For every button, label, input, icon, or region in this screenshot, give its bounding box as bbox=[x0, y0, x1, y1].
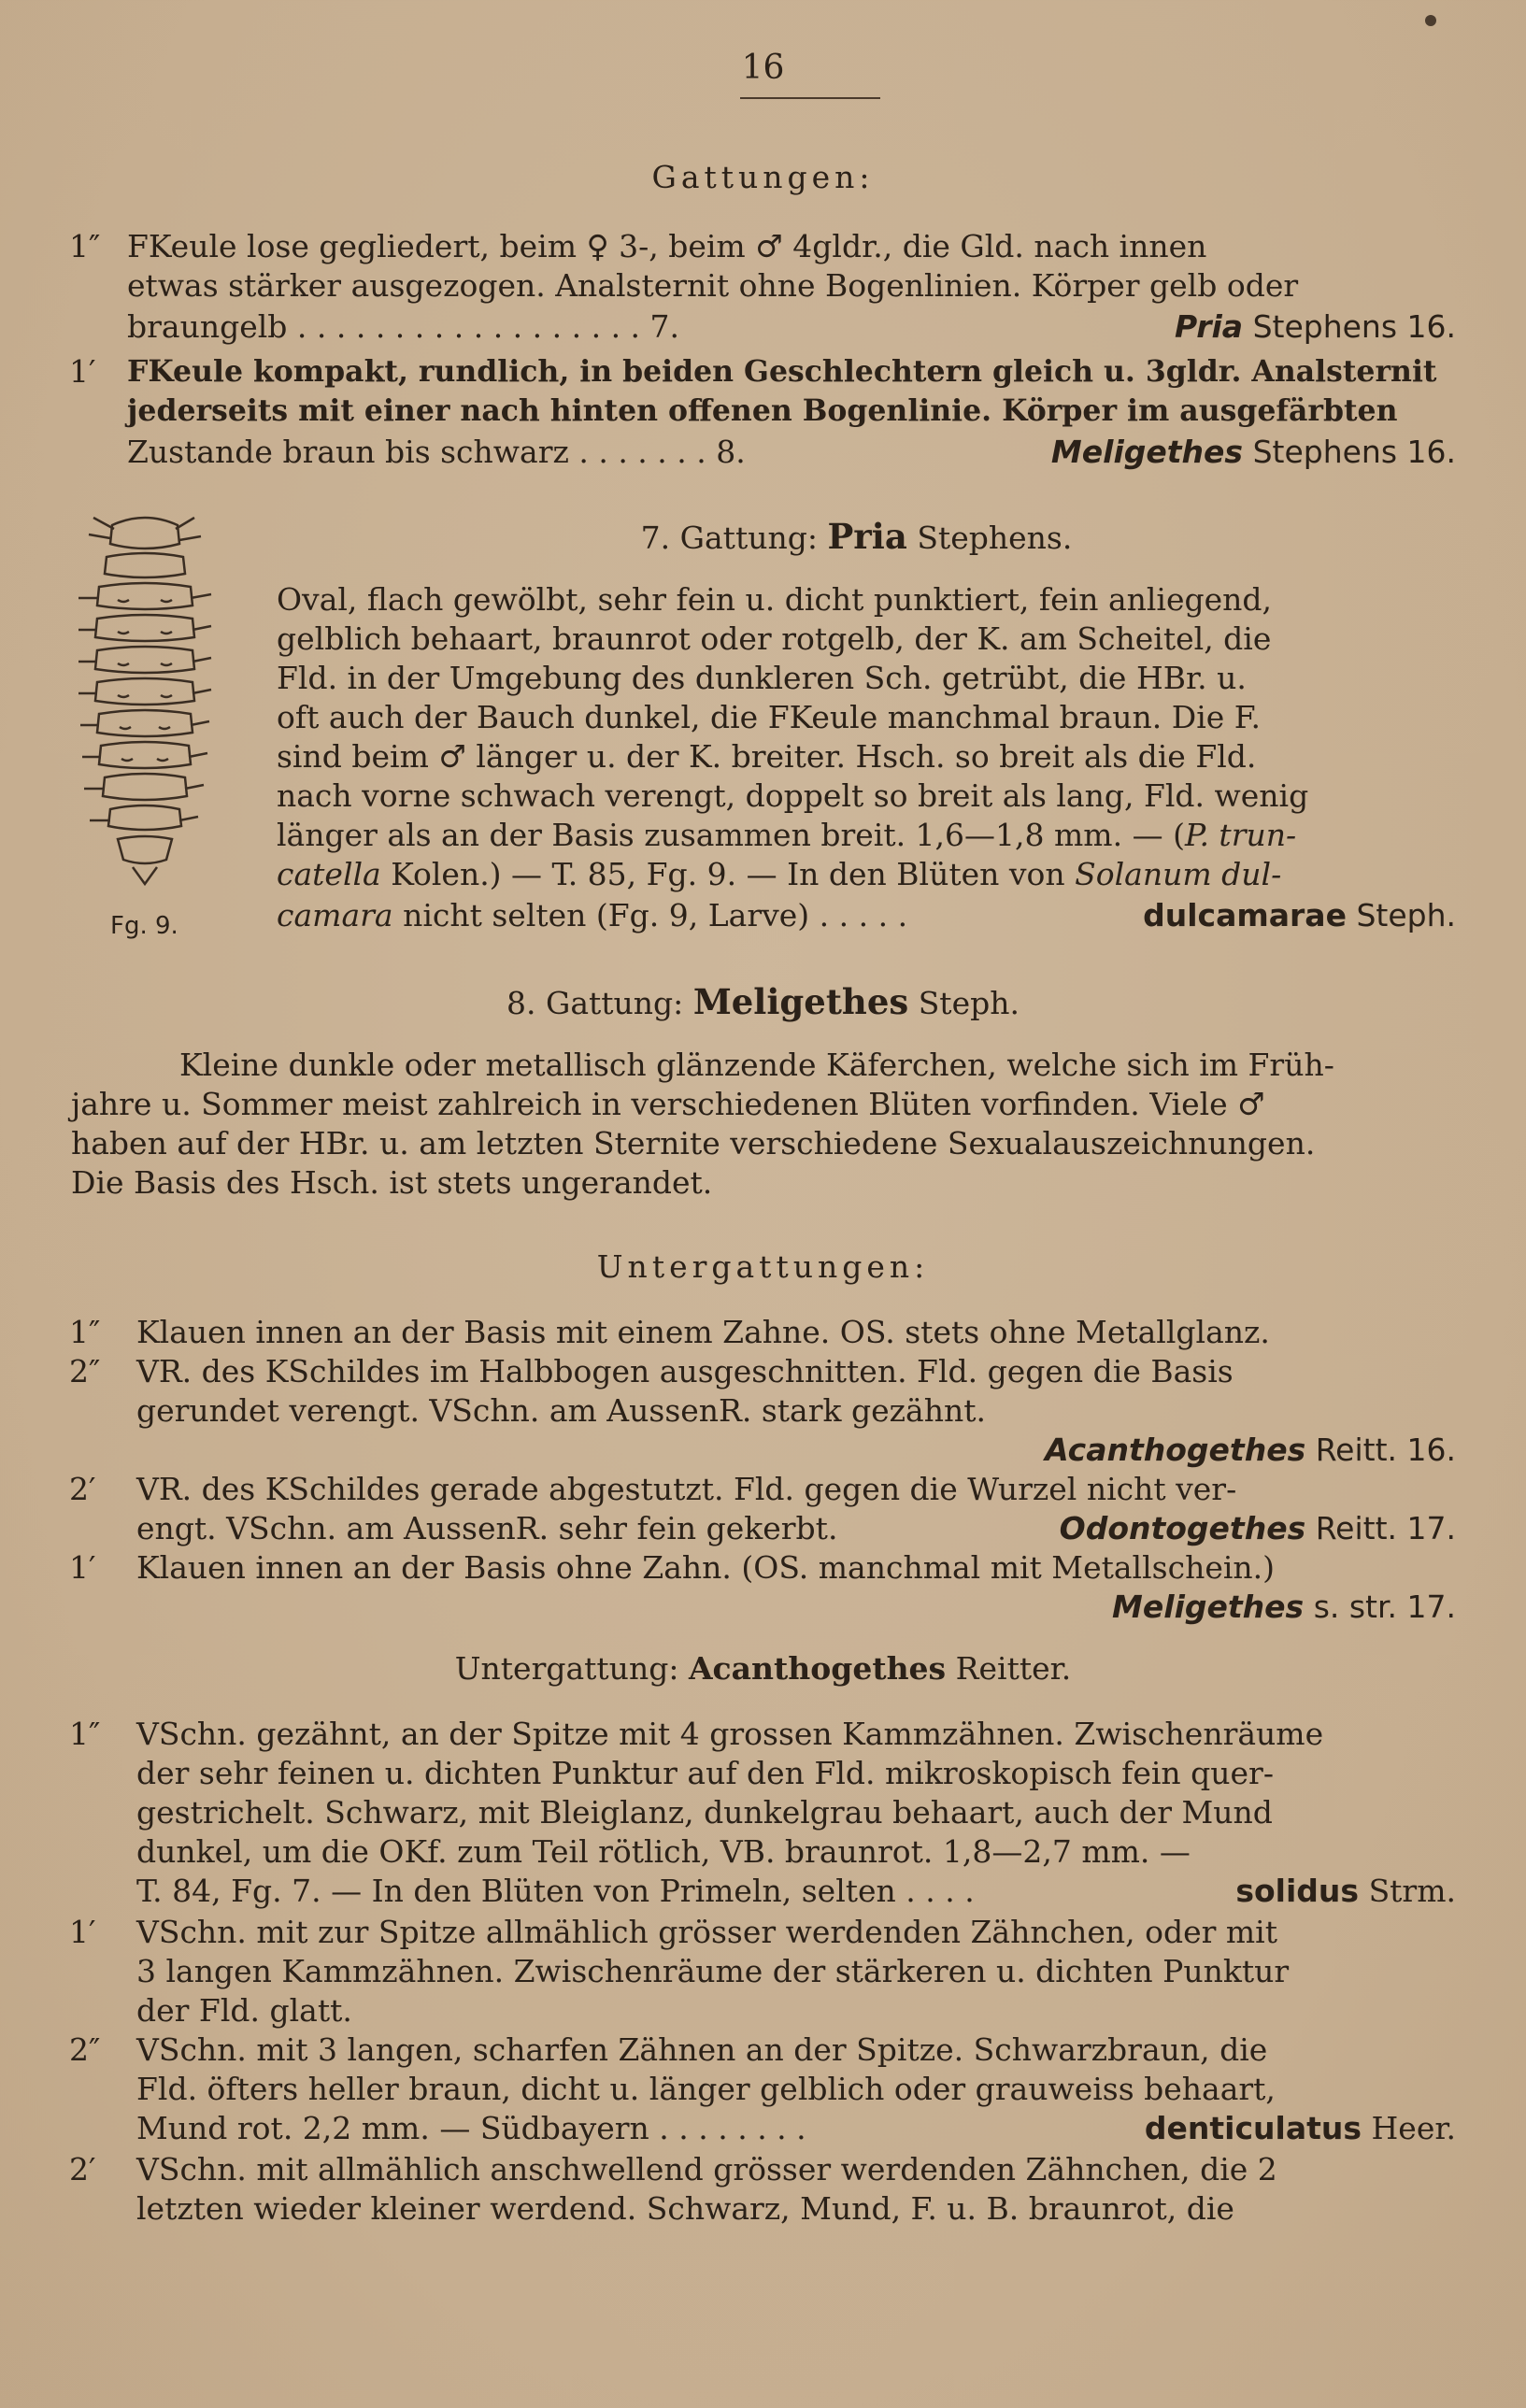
description-line: Fld. in der Umgebung des dunkleren Sch. getrübt, die HBr. u. bbox=[277, 660, 1247, 696]
species-name: denticulatus bbox=[1144, 2110, 1362, 2146]
page-number-rule bbox=[740, 97, 880, 99]
key-line: letzten wieder kleiner werdend. Schwarz, Mund, F. u. B. braunrot, die bbox=[136, 2190, 1234, 2227]
key-line: VR. des KSchildes im Halbbogen ausgeschnitten. Fld. gegen die Basis bbox=[136, 1353, 1234, 1389]
description-line: Oval, flach gewölbt, sehr fein u. dicht punktiert, fein anliegend, bbox=[277, 581, 1273, 618]
key-line: der Fld. glatt. bbox=[136, 1992, 352, 2029]
genus-author: Reitt. 17. bbox=[1315, 1510, 1456, 1546]
key-line: VSchn. gezähnt, an der Spitze mit 4 grossen Kammzähnen. Zwischenräume bbox=[136, 1716, 1324, 1752]
genus-author: Reitt. 16. bbox=[1315, 1432, 1456, 1468]
key-line: Zustande braun bis schwarz . . . . . . . 8. Meligethes Stephens 16. bbox=[127, 434, 1456, 470]
key-line: 3 langen Kammzähnen. Zwischenräume der stärkeren u. dichten Punktur bbox=[136, 1953, 1290, 1989]
description-line: sind beim ♂ länger u. der K. breiter. Hsch. so breit als die Fld. bbox=[277, 738, 1257, 775]
description-line: oft auch der Bauch dunkel, die FKeule manchmal braun. Die F. bbox=[277, 699, 1262, 735]
key-line: FKeule kompakt, rundlich, in beiden Geschlechtern gleich u. 3gldr. Analsternit bbox=[127, 354, 1437, 389]
key-number: 2″ bbox=[69, 2031, 101, 2068]
key-result bbox=[1045, 1432, 1456, 1469]
species-author: Heer. bbox=[1371, 2110, 1456, 2146]
key-line: gerundet verengt. VSchn. am AussenR. stark gezähnt. bbox=[136, 1392, 986, 1429]
heading-subgenus: Untergattung: Acanthogethes Reitter. bbox=[454, 1650, 1072, 1687]
key-line: etwas stärker ausgezogen. Analsternit ohne Bogenlinien. Körper gelb oder bbox=[127, 267, 1299, 304]
genus-author: Stephens 16. bbox=[1252, 308, 1456, 345]
description-line: Die Basis des Hsch. ist stets ungerandet. bbox=[71, 1164, 713, 1201]
genus-name: Pria bbox=[1175, 308, 1244, 345]
genus-name: Meligethes bbox=[1050, 434, 1244, 470]
description-line: camara nicht selten (Fg. 9, Larve) . . . . . dulcamarae Steph. bbox=[277, 897, 1456, 933]
heading-genus-7: 7. Gattung: Pria Stephens. bbox=[640, 516, 1073, 557]
genus-name: Odontogethes bbox=[1059, 1510, 1306, 1546]
key-number: 2″ bbox=[69, 1353, 101, 1389]
key-line: gestrichelt. Schwarz, mit Bleiglanz, dunkelgrau behaart, auch der Mund bbox=[136, 1794, 1273, 1831]
species-author: Strm. bbox=[1368, 1873, 1456, 1909]
key-line: VSchn. mit zur Spitze allmählich grösser werdenden Zähnchen, oder mit bbox=[136, 1914, 1277, 1950]
species-author: Steph. bbox=[1356, 897, 1456, 933]
key-number: 1′ bbox=[69, 1549, 96, 1586]
description-line: Kleine dunkle oder metallisch glänzende Käferchen, welche sich im Früh- bbox=[179, 1047, 1334, 1083]
genus-author: Stephens 16. bbox=[1252, 434, 1456, 470]
key-number: 1′ bbox=[69, 353, 96, 390]
key-number: 1″ bbox=[69, 1314, 101, 1350]
key-number: 1″ bbox=[69, 1716, 101, 1752]
key-line: jederseits mit einer nach hinten offenen Bogenlinie. Körper im ausgefärbten bbox=[127, 393, 1398, 428]
key-line: der sehr feinen u. dichten Punktur auf den Fld. mikroskopisch fein quer- bbox=[136, 1755, 1274, 1791]
figure-caption: Fg. 9. bbox=[110, 912, 178, 940]
key-line: engt. VSchn. am AussenR. sehr fein gekerbt. Odontogethes Reitt. 17. bbox=[136, 1510, 1456, 1546]
key-line: VSchn. mit allmählich anschwellend grösser werdenden Zähnchen, die 2 bbox=[136, 2151, 1277, 2187]
genus-author: s. str. 17. bbox=[1313, 1589, 1456, 1625]
key-line: T. 84, Fg. 7. — In den Blüten von Primeln, selten . . . . solidus Strm. bbox=[136, 1873, 1456, 1909]
ink-spot bbox=[1425, 15, 1436, 26]
key-line: VR. des KSchildes gerade abgestutzt. Fld. gegen die Wurzel nicht ver- bbox=[136, 1471, 1237, 1507]
key-line: Mund rot. 2,2 mm. — Südbayern . . . . . . . . denticulatus Heer. bbox=[136, 2110, 1456, 2146]
description-line: länger als an der Basis zusammen breit. 1,6—1,8 mm. — (P. trun- bbox=[277, 817, 1297, 853]
larva-icon bbox=[75, 512, 215, 905]
genus-name: Meligethes bbox=[1112, 1589, 1305, 1625]
key-number: 2′ bbox=[69, 2151, 96, 2187]
species-name: solidus bbox=[1235, 1873, 1360, 1909]
heading-genus-8: 8. Gattung: Meligethes Steph. bbox=[506, 981, 1020, 1022]
key-line: Klauen innen an der Basis mit einem Zahne. OS. stets ohne Metallglanz. bbox=[136, 1314, 1270, 1350]
species-name: dulcamarae bbox=[1143, 897, 1347, 933]
description-line: catella Kolen.) — T. 85, Fg. 9. — In den Blüten von Solanum dul- bbox=[277, 856, 1282, 892]
key-line: Fld. öfters heller braun, dicht u. länger gelblich oder grauweiss behaart, bbox=[136, 2071, 1276, 2107]
key-line: FKeule lose gegliedert, beim ♀ 3-, beim ♂ 4gldr., die Gld. nach innen bbox=[127, 228, 1207, 264]
description-line: jahre u. Sommer meist zahlreich in verschiedenen Blüten vorfinden. Viele ♂ bbox=[71, 1086, 1265, 1122]
key-line: Klauen innen an der Basis ohne Zahn. (OS. manchmal mit Metallschein.) bbox=[136, 1549, 1276, 1586]
key-line: dunkel, um die OKf. zum Teil rötlich, VB. braunrot. 1,8—2,7 mm. — bbox=[136, 1833, 1191, 1870]
description-line: haben auf der HBr. u. am letzten Sternite verschiedene Sexualauszeichnungen. bbox=[71, 1125, 1316, 1161]
key-number: 1″ bbox=[69, 228, 101, 264]
key-line: braungelb . . . . . . . . . . . . . . . . . . 7. Pria Stephens 16. bbox=[127, 308, 1456, 345]
key-number: 2′ bbox=[69, 1471, 96, 1507]
description-line: nach vorne schwach verengt, doppelt so breit als lang, Fld. wenig bbox=[277, 777, 1309, 814]
page-number: 16 bbox=[741, 49, 785, 87]
key-result bbox=[1112, 1589, 1456, 1626]
key-line: VSchn. mit 3 langen, scharfen Zähnen an der Spitze. Schwarzbraun, die bbox=[136, 2031, 1268, 2068]
key-number: 1′ bbox=[69, 1914, 96, 1950]
genus-name: Acanthogethes bbox=[1045, 1432, 1306, 1468]
heading-untergattungen: Untergattungen: bbox=[596, 1248, 930, 1285]
heading-gattungen: Gattungen: bbox=[651, 159, 875, 195]
description-line: gelblich behaart, braunrot oder rotgelb, der K. am Scheitel, die bbox=[277, 620, 1272, 657]
